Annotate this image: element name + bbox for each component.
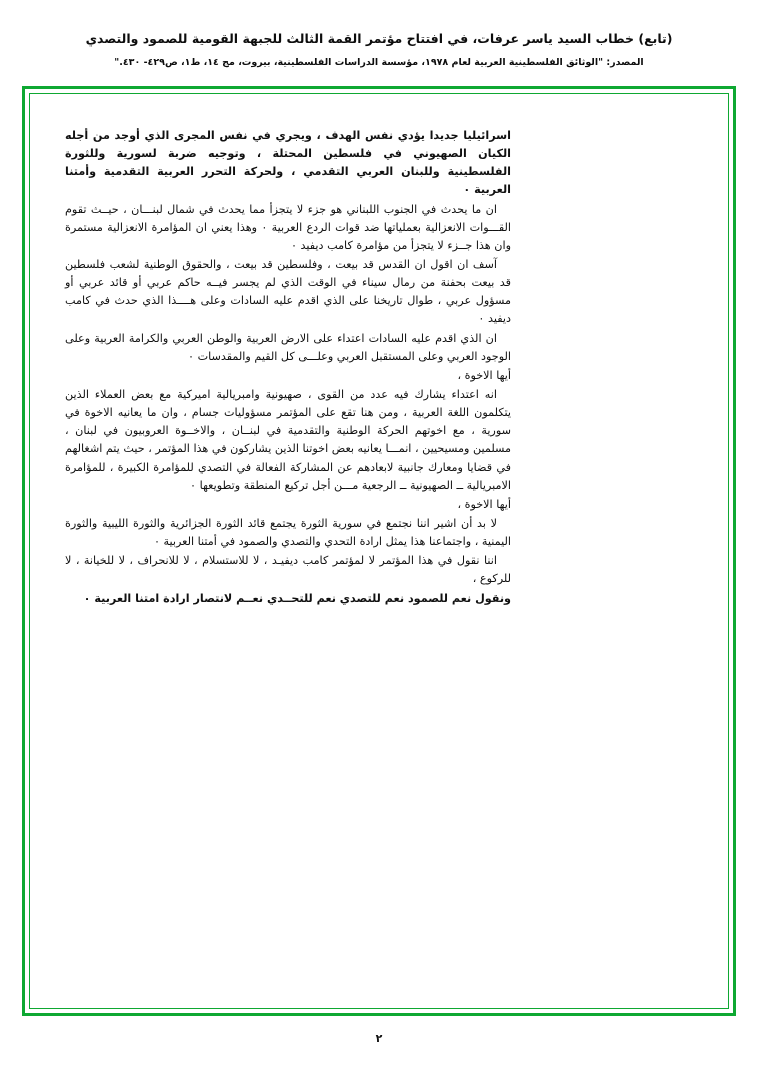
- paragraph: ان الذي اقدم عليه السادات اعتداء على الارض العربية والوطن العربي والكرامة العربية وعلى الوجود العربي وعلى المستقبل العربي وعلـــى كل القيم والمقدسات ٠: [65, 331, 511, 363]
- paragraph: ان ما يحدث في الجنوب اللبناني هو جزء لا يتجزأ مما يحدث في شمال لبنـــان ، حيــث تقوم القـــوات الانعزالية بعملياتها ضد قوات الردع العربية ٠ وهذا يعني ان المؤامرة الانعزالية مستمرة وان هذا جــزء لا يتجزأ من مؤامرة كامب ديفيد ٠: [65, 202, 512, 252]
- document-header: [0, 0, 758, 69]
- document-source: المصدر: "الوثائق الفلسطينية العربية لعام ١٩٧٨، مؤسسة الدراسات الفلسطينية، بيروت، مج ١٤، ط١، ص٤٢٩- ٤٣٠.": [114, 56, 644, 68]
- paragraph: ونقول نعم للصمود نعم للتصدي نعم للتحــدي نعــم لانتصار ارادة امتنا العربية ٠: [83, 591, 511, 605]
- paragraph: اننا نقول في هذا المؤتمر لا لمؤتمر كامب ديفيـد ، لا للاستسلام ، لا للانحراف ، لا للخيانة ، لا للركوع ،: [65, 554, 511, 586]
- decorative-border-frame: [22, 86, 736, 1016]
- paragraph-salutation: أيها الاخوة ،: [457, 497, 511, 511]
- paragraph: اسرائيليا جديدا يؤدي نفس الهدف ، ويجري في نفس المجرى الذي أوجد من أجله الكيان الصهيوني في فلسطين المحتلة ، وتوجيه ضربة لسورية وللثورة الفلسطينية وللبنان العربي التقدمي ، ولحركة التحرر العربية التقدمية وأمتنا العربية ٠: [65, 129, 511, 197]
- paragraph-salutation: أيها الاخوة ،: [457, 368, 511, 382]
- paragraph: لا بد أن اشير اننا نجتمع في سورية الثورة يجتمع قائد الثورة الجزائرية والثورة الليبية والثورة اليمنية ، واجتماعنا هذا يمثل ارادة التحدي والتصدي والصمود في أمتنا العربية ٠: [65, 516, 511, 549]
- paragraph: انه اعتداء يشارك فيه عدد من القوى ، صهيونية وامبريالية اميركية مع بعض العملاء الذين يتكلمون اللغة العربية ، ومن هنا تقع على المؤتمر مسؤوليات جسام ، وان ما يعانيه الاخوة في سورية ، مع اخوتهم الحركة الوطنية والتقدمية في لبنــان ، والاخــوة العروبيون في لبنان ، مسلمين ومسيحيين ، انمـــا يعانيه بعض اخوتنا الذين يشاركون في هذا المؤتمر ، حيث يتم اشغالهم في قضايا ومعارك جانبية لابعادهم عن المشاركة الفعالة في التصدي للمؤامرة الكبيرة ، للمؤامرة الامبريالية ــ الصهيونية ــ الرجعية مـــن أجل تركيع المنطقة وتطويعها ٠: [65, 387, 511, 492]
- page-title: (تابع) خطاب السيد ياسر عرفات، في افتتاح مؤتمر القمة الثالث للجبهة القومية للصمود والتصدي: [85, 31, 673, 46]
- paragraph: آسف ان اقول ان القدس قد بيعت ، وفلسطين قد بيعت ، والحقوق الوطنية لشعب فلسطين قد بيعت بحفنة من رمال سيناء في الوقت الذي لم يجسر فيــه حاكم عربي أو قائد عربي أو مسؤول عربي ، طوال تاريخنا على الذي اقدم عليه السادات وعلى هــــذا الذي حدث في كامب ديفيد ٠: [65, 257, 511, 326]
- page-number: ٢: [375, 1032, 383, 1045]
- document-body: [25, 89, 739, 1019]
